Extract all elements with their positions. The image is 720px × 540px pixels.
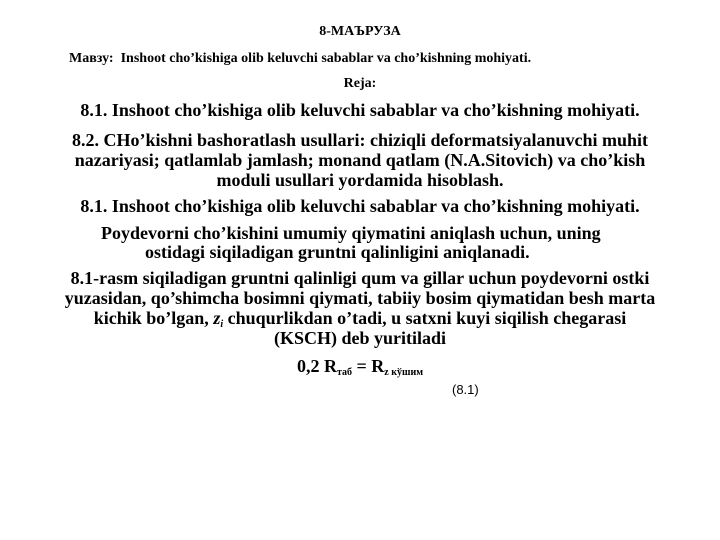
plan-item-2-line: nazariyasi; qatlamlab jamlash; monand qatlam (N.A.Sitovich) va cho’kish [74, 150, 646, 170]
paragraph-2 [0, 268, 720, 348]
formula-sub-z: z кўшим [384, 367, 424, 378]
paragraph-2-line: yuzasidan, qo’shimcha bosimni qiymati, tabiiy bosim qiymatidan besh marta [64, 288, 656, 308]
variable-z: z [213, 308, 221, 328]
paragraph-2-line: 8.1-rasm siqiladigan gruntni qalinligi qum va gillar uchun poydevorni ostki [70, 268, 650, 288]
topic-line [69, 51, 531, 67]
topic-label: Мавзу: [69, 51, 114, 66]
paragraph-2-line3-before: kichik bo’lgan, [93, 308, 214, 328]
paragraph-2-line: (KSCH) deb yuritiladi [273, 328, 447, 348]
paragraph-1-line-2: ostidagi siqiladigan gruntni qalinligini aniqlanadi. [145, 242, 530, 262]
formula-coef: 0,2 R [296, 356, 337, 376]
plan-item-1: 8.1. Inshoot cho’kishiga olib keluvchi sabablar va cho’kishning mohiyati. [80, 100, 640, 120]
paragraph-2-line [0, 308, 720, 328]
lecture-number: 8-МАЪРУЗА [319, 24, 401, 39]
formula-number: (8.1) [452, 382, 479, 397]
section-heading: 8.1. Inshoot cho’kishiga olib keluvchi sabablar va cho’kishning mohiyati. [80, 196, 640, 216]
formula [0, 356, 720, 377]
paragraph-1-line-1: Poydevorni cho’kishini umumiy qiymatini aniqlash uchun, uning [101, 223, 601, 243]
variable-z-subscript: i [220, 319, 224, 330]
plan-item-2 [0, 130, 720, 190]
paragraph-2-line3-after: chuqurlikdan o’tadi, u satxni kuyi siqilish chegarasi [223, 308, 627, 328]
plan-item-2-line: moduli usullari yordamida hisoblash. [216, 170, 504, 190]
plan-label: Reja: [343, 76, 377, 91]
plan-item-2-line: 8.2. CHo’kishni bashoratlash usullari: chiziqli deformatsiyalanuvchi muhit [71, 130, 649, 150]
topic-text: Inshoot cho’kishiga olib keluvchi sabablar va cho’kishning mohiyati. [120, 51, 532, 66]
formula-sub-tab: таб [336, 367, 353, 378]
formula-equals: = R [352, 356, 385, 376]
